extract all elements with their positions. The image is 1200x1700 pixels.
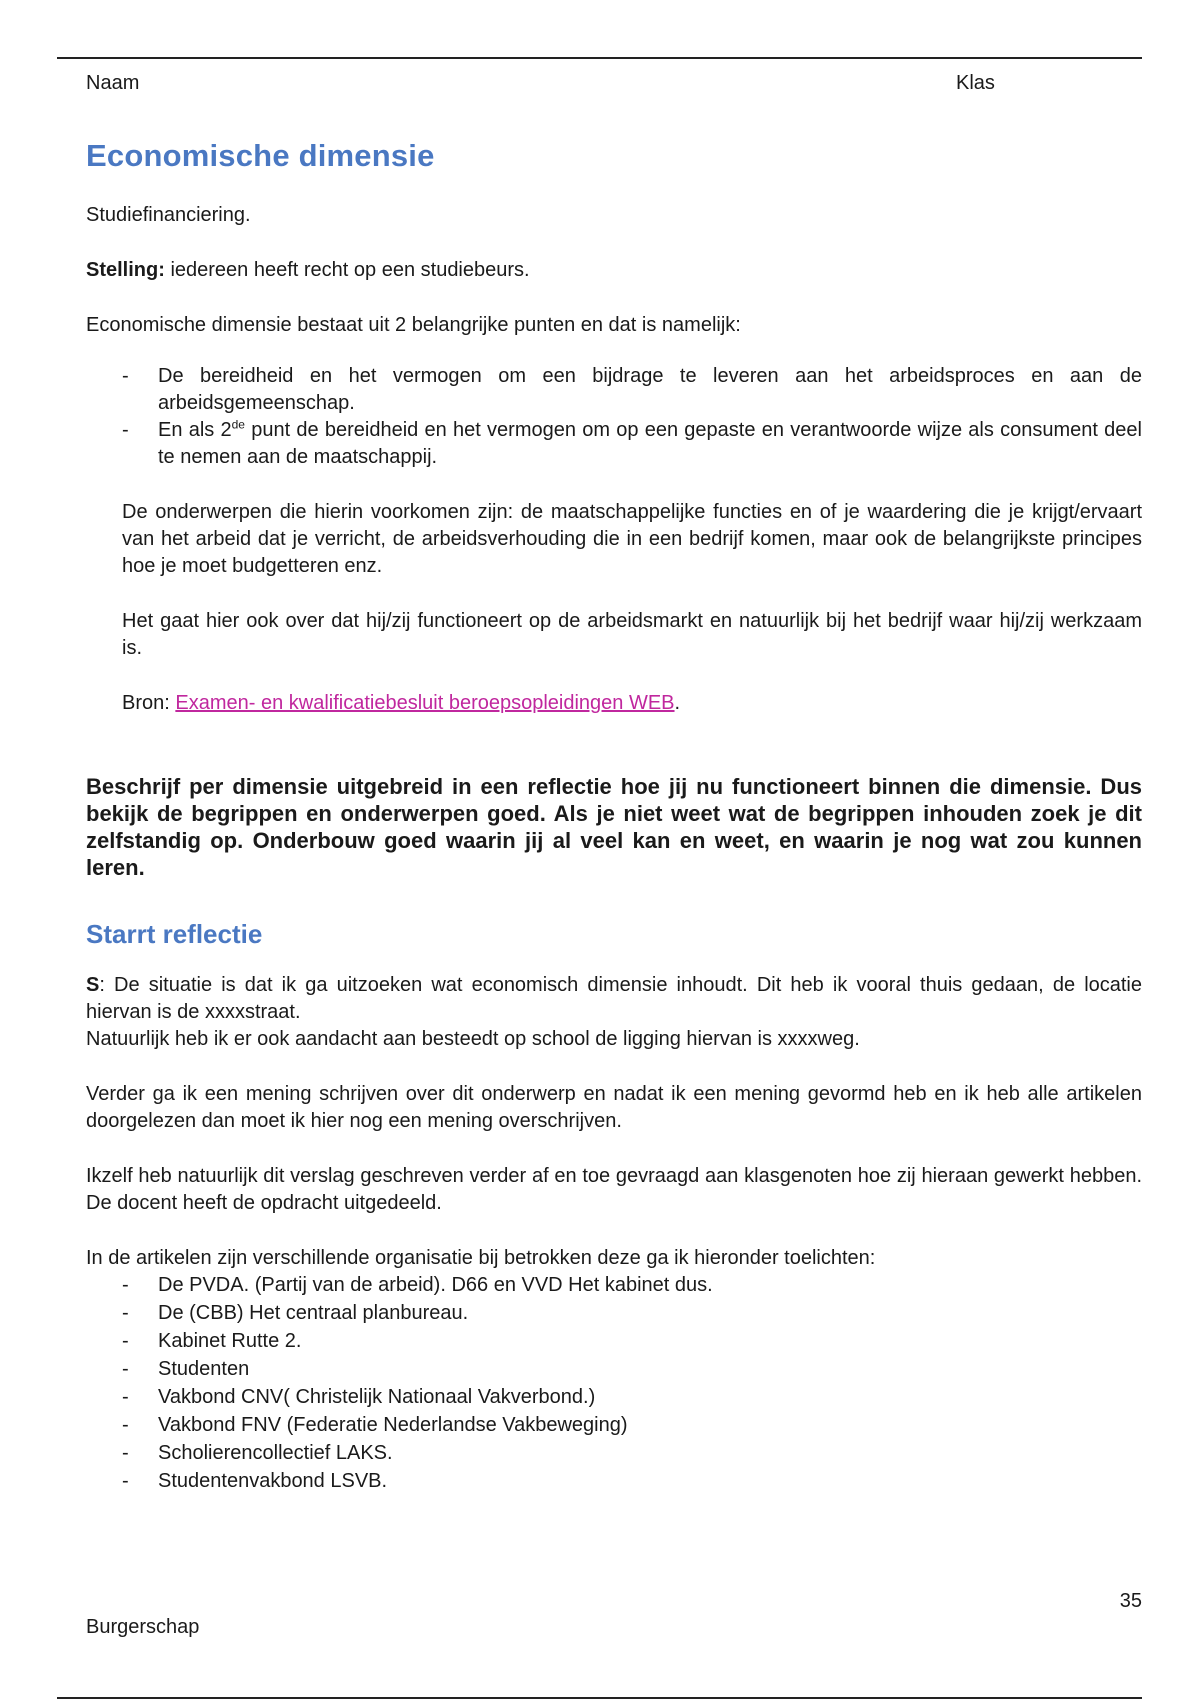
opinion-paragraph: Verder ga ik een mening schrijven over dit onderwerp en nadat ik een mening gevormd heb en ik heb alle artikelen doorgelezen dan moet ik hier nog een mening overschrijven. bbox=[86, 1083, 1142, 1132]
subject-text: Studiefinanciering. bbox=[86, 204, 251, 226]
section-heading-starrt: Starrt reflectie bbox=[86, 919, 263, 949]
statement-label: Stelling: bbox=[86, 259, 165, 281]
list-item: - En als 2de punt de bereidheid en het vermogen om op een gepaste en verantwoorde wijze als consument deel te nemen aan de maatschappij. bbox=[86, 417, 1142, 471]
footer-label: Burgerschap bbox=[86, 1616, 200, 1638]
name-label: Naam bbox=[86, 72, 140, 94]
points-list bbox=[86, 363, 1142, 471]
lead-text: Economische dimensie bestaat uit 2 belangrijke punten en dat is namelijk: bbox=[86, 314, 741, 336]
source-label: Bron: bbox=[122, 692, 176, 714]
statement bbox=[86, 257, 1142, 284]
list-item: - Studenten bbox=[86, 1355, 1142, 1383]
header-rule bbox=[57, 57, 1142, 59]
list-item: - De PVDA. (Partij van de arbeid). D66 en VVD Het kabinet dus. bbox=[86, 1271, 1142, 1299]
list-item: - Scholierencollectief LAKS. bbox=[86, 1439, 1142, 1467]
labor-market-paragraph: Het gaat hier ook over dat hij/zij functioneert op de arbeidsmarkt en natuurlijk bij het bedrijf waar hij/zij werkzaam is. bbox=[122, 610, 1142, 659]
situation-paragraph: S: De situatie is dat ik ga uitzoeken wat economisch dimensie inhoudt. Dit heb ik vooral thuis gedaan, de locatie hiervan is de xxxxstraat. bbox=[86, 974, 1142, 1023]
list-item: - De (CBB) Het centraal planbureau. bbox=[86, 1299, 1142, 1327]
source-line: Bron: Examen- en kwalificatiebesluit beroepsopleidingen WEB. bbox=[122, 692, 681, 714]
list-item: - Vakbond FNV (Federatie Nederlandse Vakbeweging) bbox=[86, 1411, 1142, 1439]
situation-paragraph-2: Natuurlijk heb ik er ook aandacht aan besteedt op school de ligging hiervan is xxxxweg. bbox=[86, 1028, 860, 1050]
assignment-text: Beschrijf per dimensie uitgebreid in een reflectie hoe jij nu functioneert binnen die dimensie. Dus bekijk de begrippen en onderwerpen goed. Als je niet weet wat de begrippen inhouden zoek je dit zelfstandig op. Onderbouw goed waarin jij al veel kan en weet, en waarin je nog wat zou kunnen leren. bbox=[86, 774, 1142, 880]
organisations-intro: In de artikelen zijn verschillende organisatie bij betrokken deze ga ik hieronder toelichten: bbox=[86, 1247, 876, 1269]
list-item: - Kabinet Rutte 2. bbox=[86, 1327, 1142, 1355]
list-item: - De bereidheid en het vermogen om een bijdrage te leveren aan het arbeidsproces en aan de arbeidsgemeenschap. bbox=[86, 363, 1142, 417]
statement-text: iedereen heeft recht op een studiebeurs. bbox=[164, 259, 530, 281]
organisations-list bbox=[86, 1271, 1142, 1495]
topics-paragraph: De onderwerpen die hierin voorkomen zijn: de maatschappelijke functies en of je waardering die je krijgt/ervaart van het arbeid dat je verricht, de arbeidsverhouding die in een bedrijf komen, maar ook de belangrijkste principes hoe je moet budgetteren enz. bbox=[122, 501, 1142, 577]
class-label: Klas bbox=[956, 72, 995, 94]
list-item: - Studentenvakbond LSVB. bbox=[86, 1467, 1142, 1495]
list-item: - Vakbond CNV( Christelijk Nationaal Vakverbond.) bbox=[86, 1383, 1142, 1411]
page-title: Economische dimensie bbox=[86, 138, 435, 173]
footer-rule bbox=[57, 1697, 1142, 1699]
source-link[interactable]: Examen- en kwalificatiebesluit beroepsopleidingen WEB bbox=[175, 692, 675, 714]
page-content bbox=[86, 138, 1142, 1523]
page-number: 35 bbox=[1119, 1590, 1142, 1612]
situation-label: S bbox=[86, 974, 100, 996]
report-paragraph: Ikzelf heb natuurlijk dit verslag geschreven verder af en toe gevraagd aan klasgenoten hoe zij hieraan gewerkt hebben. De docent heeft de opdracht uitgedeeld. bbox=[86, 1165, 1142, 1214]
